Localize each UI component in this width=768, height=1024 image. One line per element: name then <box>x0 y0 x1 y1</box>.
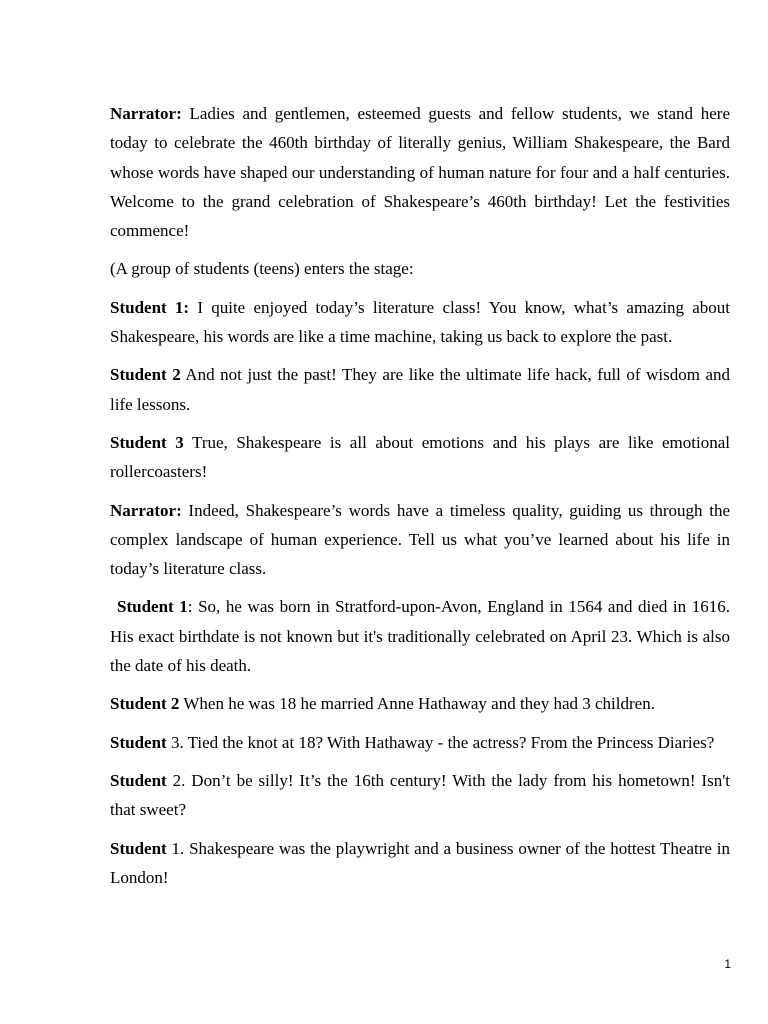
paragraph-narrator-line <box>110 496 730 584</box>
speaker-label: Student 2 <box>110 365 181 385</box>
speaker-label: Student 1 <box>117 597 188 617</box>
speaker-label: Student <box>110 732 167 752</box>
paragraph-narrator-intro <box>110 99 730 245</box>
paragraph-student-1-theatre <box>110 834 730 893</box>
paragraph-text: I quite enjoyed today’s literature class! You know, what’s amazing about Shakespeare, his words are like a time machine, taking us back to explore the past. <box>110 297 730 347</box>
speaker-label: Narrator: <box>110 104 182 123</box>
paragraph-text: 2. Don’t be silly! It’s the 16th century! With the lady from his hometown! Isn't that sweet? <box>110 770 730 820</box>
speaker-label: Student 1: <box>110 297 190 317</box>
paragraph-text: (A group of students (teens) enters the stage: <box>110 259 414 279</box>
paragraph-text: When he was 18 he married Anne Hathaway and they had 3 children. <box>179 694 655 714</box>
paragraph-text: True, Shakespeare is all about emotions and his plays are like emotional rollercoasters! <box>110 432 730 482</box>
page-number: 1 <box>724 957 731 971</box>
speaker-label: Student <box>110 838 167 858</box>
paragraph-text: Ladies and gentlemen, esteemed guests and fellow students, we stand here today to celebrate the 460th birthday of literally genius, William Shakespeare, the Bard whose words have shaped our understanding of human nature for four and a half centuries. Welcome to the grand celebration of Shakespeare’s 460th birthday! Let the festivities commence! <box>110 104 730 241</box>
speaker-label: Student 2 <box>110 694 180 714</box>
paragraph-student-2-reply <box>110 766 730 825</box>
paragraph-text: : So, he was born in Stratford-upon-Avon, England in 1564 and died in 1616. His exact birthdate is not known but it's traditionally celebrated on April 23. Which is also the date of his death. <box>110 597 730 676</box>
paragraph-student-3-question <box>110 728 730 757</box>
paragraph-text: 3. Tied the knot at 18? With Hathaway - the actress? From the Princess Diaries? <box>166 732 715 752</box>
paragraph-stage-direction <box>110 254 730 283</box>
paragraph-student-1-line <box>110 293 730 352</box>
paragraph-student-3-line <box>110 428 730 487</box>
script-body <box>110 99 730 901</box>
paragraph-student-2-line <box>110 360 730 419</box>
paragraph-text: 1. Shakespeare was the playwright and a business owner of the hottest Theatre in London! <box>110 838 730 887</box>
paragraph-student-2-marriage <box>110 689 730 718</box>
paragraph-text: Indeed, Shakespeare’s words have a timeless quality, guiding us through the complex landscape of human experience. Tell us what you’ve learned about his life in today’s literature class. <box>110 500 730 579</box>
speaker-label: Student 3 <box>110 432 184 452</box>
speaker-label: Narrator: <box>110 500 182 520</box>
paragraph-student-1-biography <box>110 592 730 680</box>
speaker-label: Student <box>110 770 167 790</box>
paragraph-text: And not just the past! They are like the ultimate life hack, full of wisdom and life lessons. <box>110 365 730 414</box>
